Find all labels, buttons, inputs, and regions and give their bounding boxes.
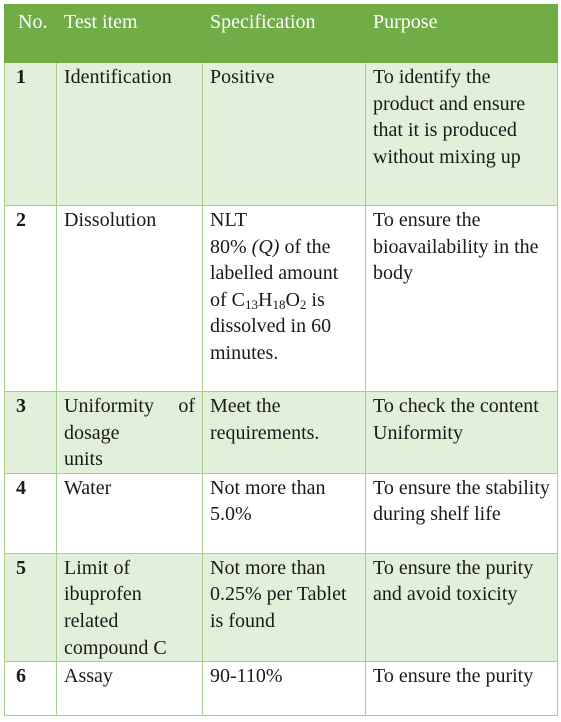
header-specification: Specification bbox=[203, 5, 366, 63]
header-test-item: Test item bbox=[57, 5, 203, 63]
spec-percent: 80% bbox=[210, 235, 247, 258]
spec-line: NLT bbox=[210, 209, 248, 231]
purpose-cell: To ensure the purity and avoid toxicity bbox=[366, 553, 558, 661]
chemical-formula: $C_{13}H_{18}O_2$ bbox=[231, 288, 307, 312]
spec-text: of the labelled amount of bbox=[210, 235, 339, 311]
purpose-cell: To ensure the stability during shelf life bbox=[366, 473, 558, 553]
spec-q: (Q) bbox=[251, 235, 280, 258]
row-number: 1 bbox=[5, 63, 57, 206]
test-item-cell: Identification bbox=[57, 63, 203, 206]
specification-cell bbox=[203, 206, 366, 392]
row-number: 2 bbox=[5, 206, 57, 392]
header-no: No. bbox=[5, 5, 57, 63]
row-number: 3 bbox=[5, 392, 57, 474]
table-row bbox=[5, 553, 558, 661]
row-number: 6 bbox=[5, 662, 57, 716]
purpose-cell: To ensure the bioavailability in the body bbox=[366, 206, 558, 392]
specification-cell: Positive bbox=[203, 63, 366, 206]
spec-text: is dissolved in 60 minutes. bbox=[210, 288, 332, 364]
test-specification-table bbox=[4, 4, 558, 716]
specification-cell: Meet the requirements. bbox=[203, 392, 366, 474]
specification-cell: Not more than 0.25% per Tablet is found bbox=[203, 553, 366, 661]
test-item-cell bbox=[57, 392, 203, 474]
specification-cell: Not more than 5.0% bbox=[203, 473, 366, 553]
table-header-row bbox=[5, 5, 558, 63]
table-row bbox=[5, 206, 558, 392]
table-row bbox=[5, 473, 558, 553]
test-item-cell: Limit of ibuprofen related compound C bbox=[57, 553, 203, 661]
test-specification-table-container bbox=[4, 4, 557, 716]
row-number: 4 bbox=[5, 473, 57, 553]
test-item-line: units bbox=[64, 448, 103, 471]
purpose-cell: To ensure the purity bbox=[366, 662, 558, 716]
row-number: 5 bbox=[5, 553, 57, 661]
test-item-cell: Assay bbox=[57, 662, 203, 716]
test-item-line: Uniformity of dosage bbox=[64, 395, 195, 444]
purpose-cell: To check the content Uniformity bbox=[366, 392, 558, 474]
test-item-cell: Dissolution bbox=[57, 206, 203, 392]
table-row bbox=[5, 63, 558, 206]
test-item-cell: Water bbox=[57, 473, 203, 553]
header-purpose: Purpose bbox=[366, 5, 558, 63]
table-row bbox=[5, 392, 558, 474]
specification-cell: 90-110% bbox=[203, 662, 366, 716]
purpose-cell: To identify the product and ensure that it is produced without mixing up bbox=[366, 63, 558, 206]
table-row bbox=[5, 662, 558, 716]
